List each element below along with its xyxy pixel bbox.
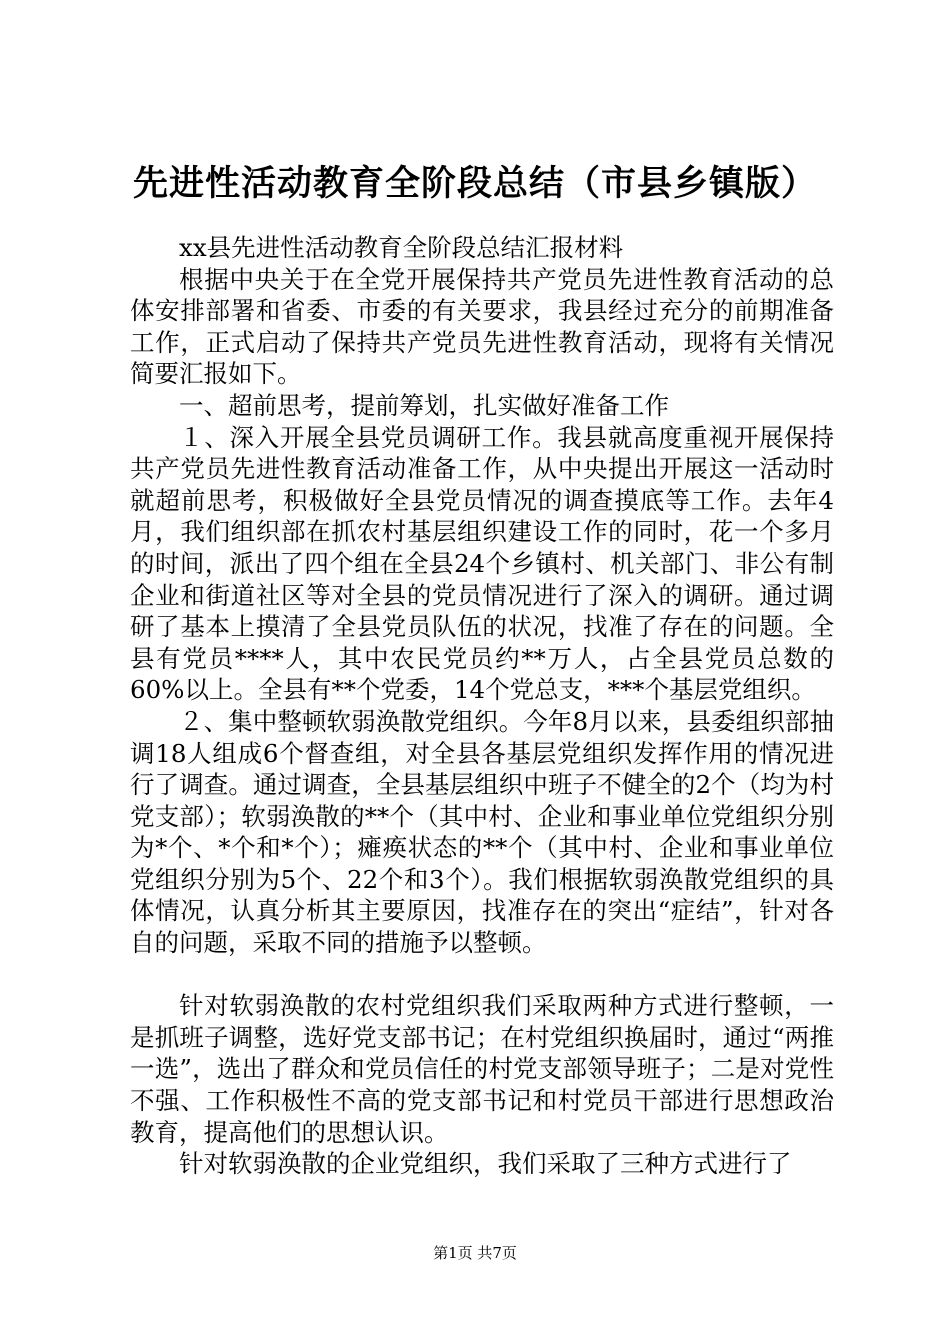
body-paragraph: 针对软弱涣散的农村党组织我们采取两种方式进行整顿，一是抓班子调整，选好党支部书记；在村党组织换届时，通过“两推一选”，选出了群众和党员信任的村党支部领导班子；二是对党性不强、工作积极性不高的党支部书记和村党员干部进行思想政治教育，提高他们的思想认识。 — [130, 991, 834, 1147]
intro-paragraph: 根据中央关于在全党开展保持共产党员先进性教育活动的总体安排部署和省委、市委的有关要求，我县经过充分的前期准备工作，正式启动了保持共产党员先进性教育活动，现将有关情况简要汇报如下。 — [130, 264, 834, 389]
body-paragraph: 针对软弱涣散的企业党组织，我们采取了三种方式进行了 — [179, 1149, 792, 1179]
document-title: 先进性活动教育全阶段总结（市县乡镇版） — [132, 163, 817, 204]
subtitle-paragraph: xx县先进性活动教育全阶段总结汇报材料 — [179, 233, 624, 262]
body-paragraph: １、深入开展全县党员调研工作。我县就高度重视开展保持共产党员先进性教育活动准备工作，从中央提出开展这一活动时就超前思考，积极做好全县党员情况的调查摸底等工作。去年4月，我们组织部在抓农村基层组织建设工作的同时，花一个多月的时间，派出了四个组在全县24个乡镇村、机关部门、非公有制企业和街道社区等对全县的党员情况进行了深入的调研。通过调研了基本上摸清了全县党员队伍的状况，找准了存在的问题。全县有党员****人，其中农民党员约**万人，占全县党员总数的60%以上。全县有**个党委，14个党总支，***个基层党组织。 — [130, 422, 834, 705]
body-paragraph: ２、集中整顿软弱涣散党组织。今年8月以来，县委组织部抽调18人组成6个督查组，对全县各基层党组织发挥作用的情况进行了调查。通过调查，全县基层组织中班子不健全的2个（均为村党支部）；软弱涣散的**个（其中村、企业和事业单位党组织分别为*个、*个和*个）；瘫痪状态的**个（其中村、企业和事业单位党组织分别为5个、22个和3个）。我们根据软弱涣散党组织的具体情况，认真分析其主要原因，找准存在的突出“症结”，针对各自的问题，采取不同的措施予以整顿。 — [130, 706, 834, 958]
section-heading: 一、超前思考，提前筹划，扎实做好准备工作 — [179, 390, 669, 420]
document-body — [130, 232, 834, 1180]
page-footer: 第1页 共7页 — [433, 1244, 517, 1262]
